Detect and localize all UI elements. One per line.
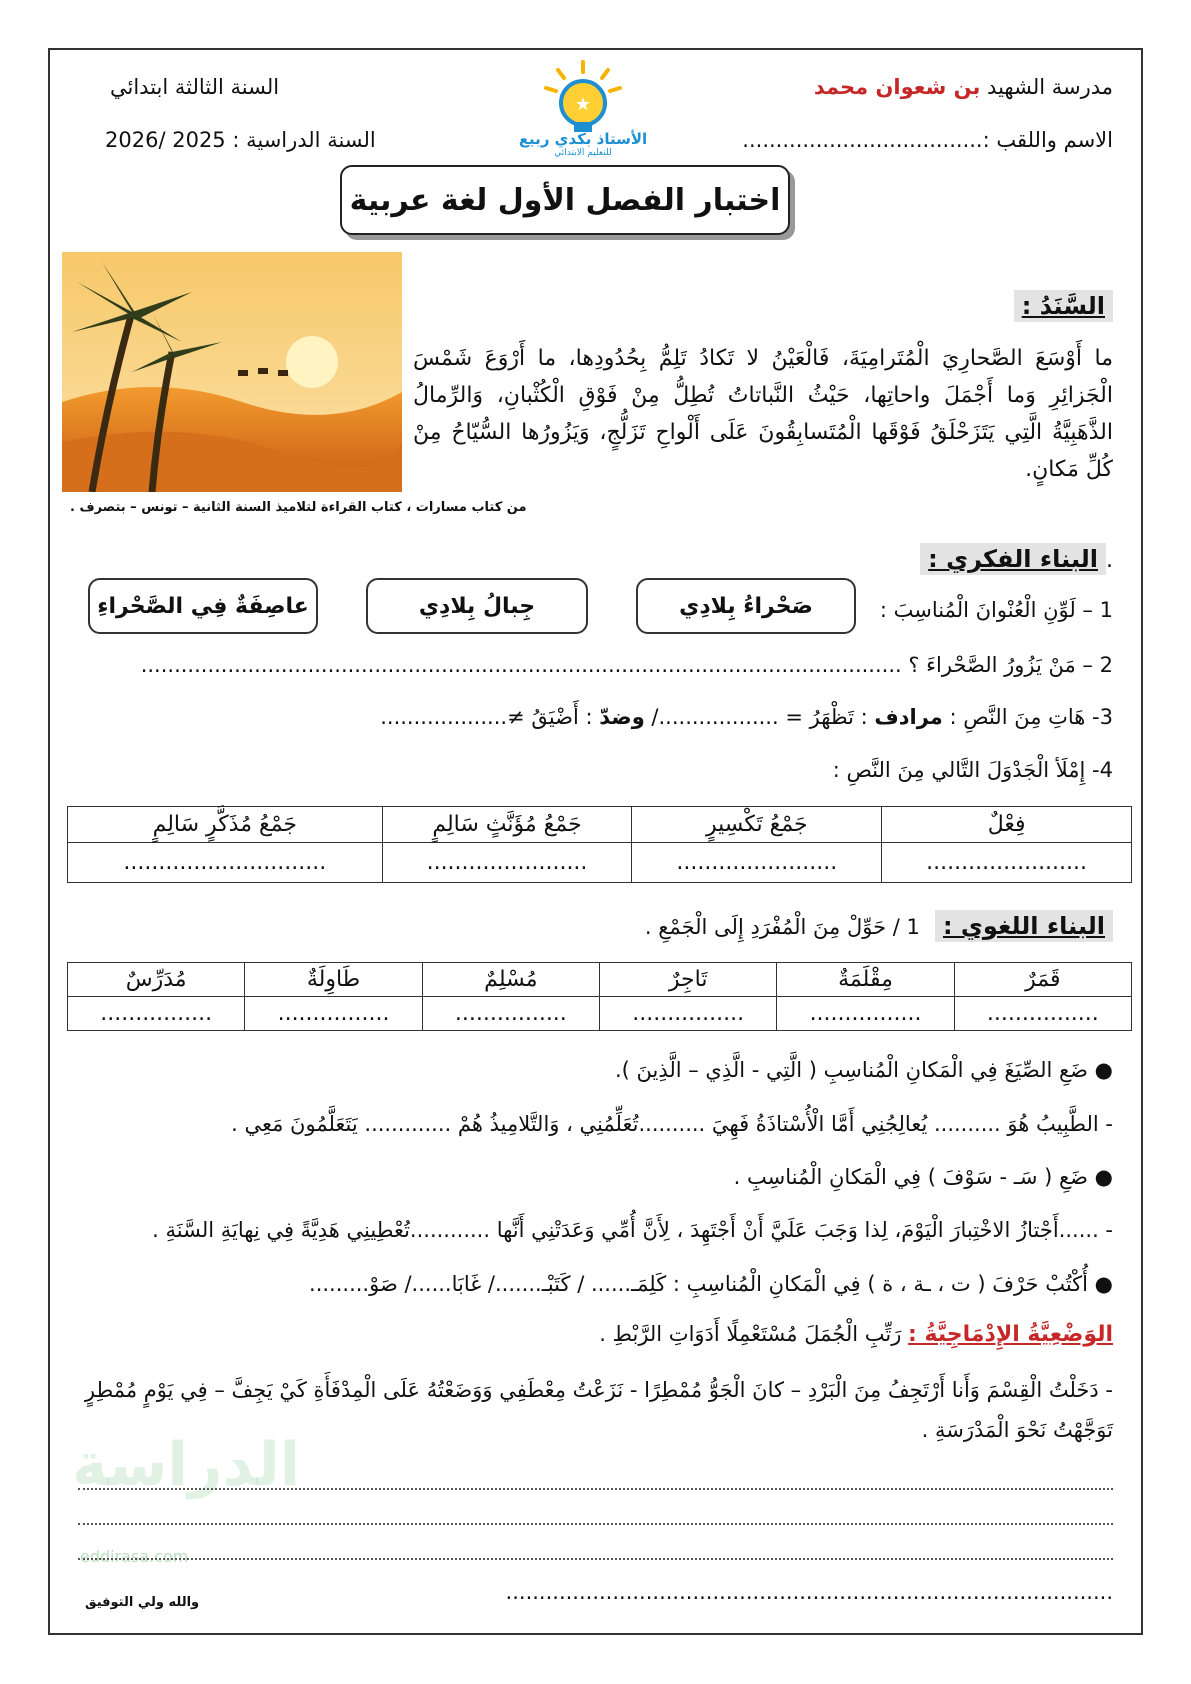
- question-4: 4- إِمْلَأ الْجَدْوَلَ التَّالي مِنَ النَّصِ :: [832, 758, 1113, 782]
- text-table: [67, 806, 1132, 883]
- logo: ★ الأستاذ بكدي ربيع للتعليم الابتدائي: [508, 58, 658, 158]
- plural-blank[interactable]: ................: [68, 997, 245, 1031]
- plural-blank[interactable]: ................: [777, 997, 954, 1031]
- plural-table: [67, 962, 1132, 1031]
- table-blank[interactable]: .......................: [382, 843, 632, 883]
- choice-jibal-biladi[interactable]: جِبالُ بِلادِي: [366, 578, 588, 634]
- choice-sahara-biladi[interactable]: صَحْراءُ بِلادِي: [636, 578, 856, 634]
- singular-word: قَمَرٌ: [954, 963, 1131, 997]
- plural-blank[interactable]: ................: [422, 997, 599, 1031]
- answer-dots-last[interactable]: ...........................................................................................: [505, 1580, 1113, 1604]
- passage-text: ما أَوْسَعَ الصَّحارِيَ الْمُتَرامِيَةَ، فَالْعَيْنُ لا تَكادُ تَلِمُّ بِحُدُودِها، ما أَرْوَعَ شَمْسَ الْجَزائِرِ وَما أَجْمَلَ واحاتِها، حَيْثُ النَّباتاتُ تُطِلُّ مِنْ فَوْقِ الْكُثْبانِ، وَالرِّمالُ الذَّهَبِيَّةُ الَّتِي يَتَزَحْلَقُ فَوْقَها الْمُتَسابِقُونَ عَلَى أَلْواحِ تَزَلُّجٍ، وَيَزُورُها السُّيّاحُ مِنْ كُلِّ مَكانٍ.: [413, 346, 1113, 482]
- singular-word: تَاجِرٌ: [600, 963, 777, 997]
- table-header: جَمْعُ تَكْسِيرٍ: [632, 807, 882, 843]
- passage-heading: السَّنَدُ :: [1014, 292, 1113, 320]
- comprehension-heading: .البناء الفكري :: [920, 545, 1113, 573]
- plural-blank[interactable]: ................: [245, 997, 422, 1031]
- question-3: 3- هَاتِ مِنَ النَّصِ : مرادف : تَظْهَرُ = ................../ وضدّ : أَضْيَقُ ≠...................: [380, 705, 1113, 729]
- future-particle-question: ● ضَعِ ( سَـ - سَوْفَ ) فِي الْمَكانِ الْمُناسِبِ .: [733, 1165, 1113, 1189]
- integration-question: الوَضْعِيَّةُ الإِدْمَاجِيَّةُ : رَتِّبِ الْجُمَلَ مُسْتَعْمِلًا أَدَوَاتِ الرَّبْطِ .: [599, 1322, 1113, 1347]
- language-section: البناء اللغوي : 1 / حَوِّلْ مِنَ الْمُفْرَدِ إِلَى الْجَمْعِ .: [645, 912, 1113, 940]
- table-blank[interactable]: .......................: [632, 843, 882, 883]
- choice-asifa-sahara[interactable]: عاصِفَةٌ فِي الصَّحْراءِ: [88, 578, 318, 634]
- watermark: الدراسة: [72, 1430, 301, 1500]
- answer-line[interactable]: [78, 1558, 1113, 1560]
- integration-line-1: - دَخَلْتُ الْقِسْمَ وَأَنا أَرْتَجِفُ مِنَ الْبَرْدِ – كانَ الْجَوُّ مُمْطِرًا - نَزَعْتُ مِعْطَفِي وَوَضَعْتُهُ عَلَى الْمِدْفَأَةِ كَيْ يَجِفَّ – فِي يَوْمٍ مُمْطِرٍ: [84, 1378, 1113, 1402]
- singular-word: مُدَرِّسٌ: [68, 963, 245, 997]
- table-blank[interactable]: .............................: [68, 843, 383, 883]
- relative-pronoun-line: - الطَّبِيبُ هُوَ .......... يُعالِجُنِي أَمَّا الْأُسْتاذَةُ فَهِيَ ..........تُعَلِّمُنِي ، وَالتَّلامِيذُ هُمْ ............. يَتَعَلَّمُونَ مَعِي .: [231, 1112, 1113, 1136]
- name-line: الاسم واللقب :....................................: [742, 128, 1113, 152]
- svg-text:★: ★: [574, 94, 592, 115]
- singular-word: مُسْلِمٌ: [422, 963, 599, 997]
- grade-label: السنة الثالثة ابتدائي: [110, 75, 280, 99]
- future-particle-line: - ......أَجْتازُ الاخْتِبارَ الْيَوْمَ، لِذا وَجَبَ عَلَيَّ أَنْ أَجْتَهِدَ ، لِأَنَّ أُمِّي وَعَدَتْنِي أَنَّها ............تُعْطِينِي هَدِيَّةً فِي نِهايَةِ السَّنَةِ .: [152, 1218, 1113, 1242]
- exam-title: اختبار الفصل الأول لغة عربية: [340, 165, 790, 235]
- singular-word: مِقْلَمَةٌ: [777, 963, 954, 997]
- table-header: جَمْعُ مُذَكَّرٍ سَالِمٍ: [68, 807, 383, 843]
- integration-line-2: تَوَجَّهْتُ نَحْوَ الْمَدْرَسَةِ .: [921, 1418, 1113, 1442]
- plural-blank[interactable]: ................: [600, 997, 777, 1031]
- desert-image: [62, 252, 402, 492]
- closing-text: والله ولي التوفيق: [85, 1595, 200, 1610]
- singular-word: طَاوِلَةٌ: [245, 963, 422, 997]
- question-1: 1 – لَوِّنِ الْعُنْوانَ الْمُناسِبَ :: [879, 598, 1113, 622]
- answer-line[interactable]: [78, 1488, 1113, 1490]
- answer-line[interactable]: [78, 1523, 1113, 1525]
- relative-pronoun-question: ● ضَعِ الصِّيَغَ فِي الْمَكانِ الْمُناسِبِ ( الَّتِي - الَّذِي – الَّذِينَ ).: [614, 1058, 1113, 1082]
- table-header: جَمْعُ مُؤَنَّثٍ سَالِمٍ: [382, 807, 632, 843]
- question-2: 2 – مَنْ يَزُورُ الصَّحْراءَ ؟ ..................................................................................................................: [140, 653, 1113, 677]
- table-blank[interactable]: .......................: [882, 843, 1132, 883]
- school-name: مدرسة الشهيد بن شعوان محمد: [813, 75, 1113, 99]
- watermark-url: eddirasa.com: [80, 1547, 189, 1566]
- passage-source: من كتاب مسارات ، كتاب القراءة لتلاميذ السنة الثانية – تونس – بتصرف .: [70, 500, 527, 515]
- table-header: فِعْلٌ: [882, 807, 1132, 843]
- school-year: السنة الدراسية : 2025 /2026: [105, 128, 376, 152]
- plural-blank[interactable]: ................: [954, 997, 1131, 1031]
- letter-question: ● أُكْتُبْ حَرْفَ ( ت ، ـة ، ة ) فِي الْمَكانِ الْمُناسِبِ : كَلِمَـ...... / كَتَبْـ......./ غَابَا....../ صَوْ.........: [309, 1272, 1113, 1296]
